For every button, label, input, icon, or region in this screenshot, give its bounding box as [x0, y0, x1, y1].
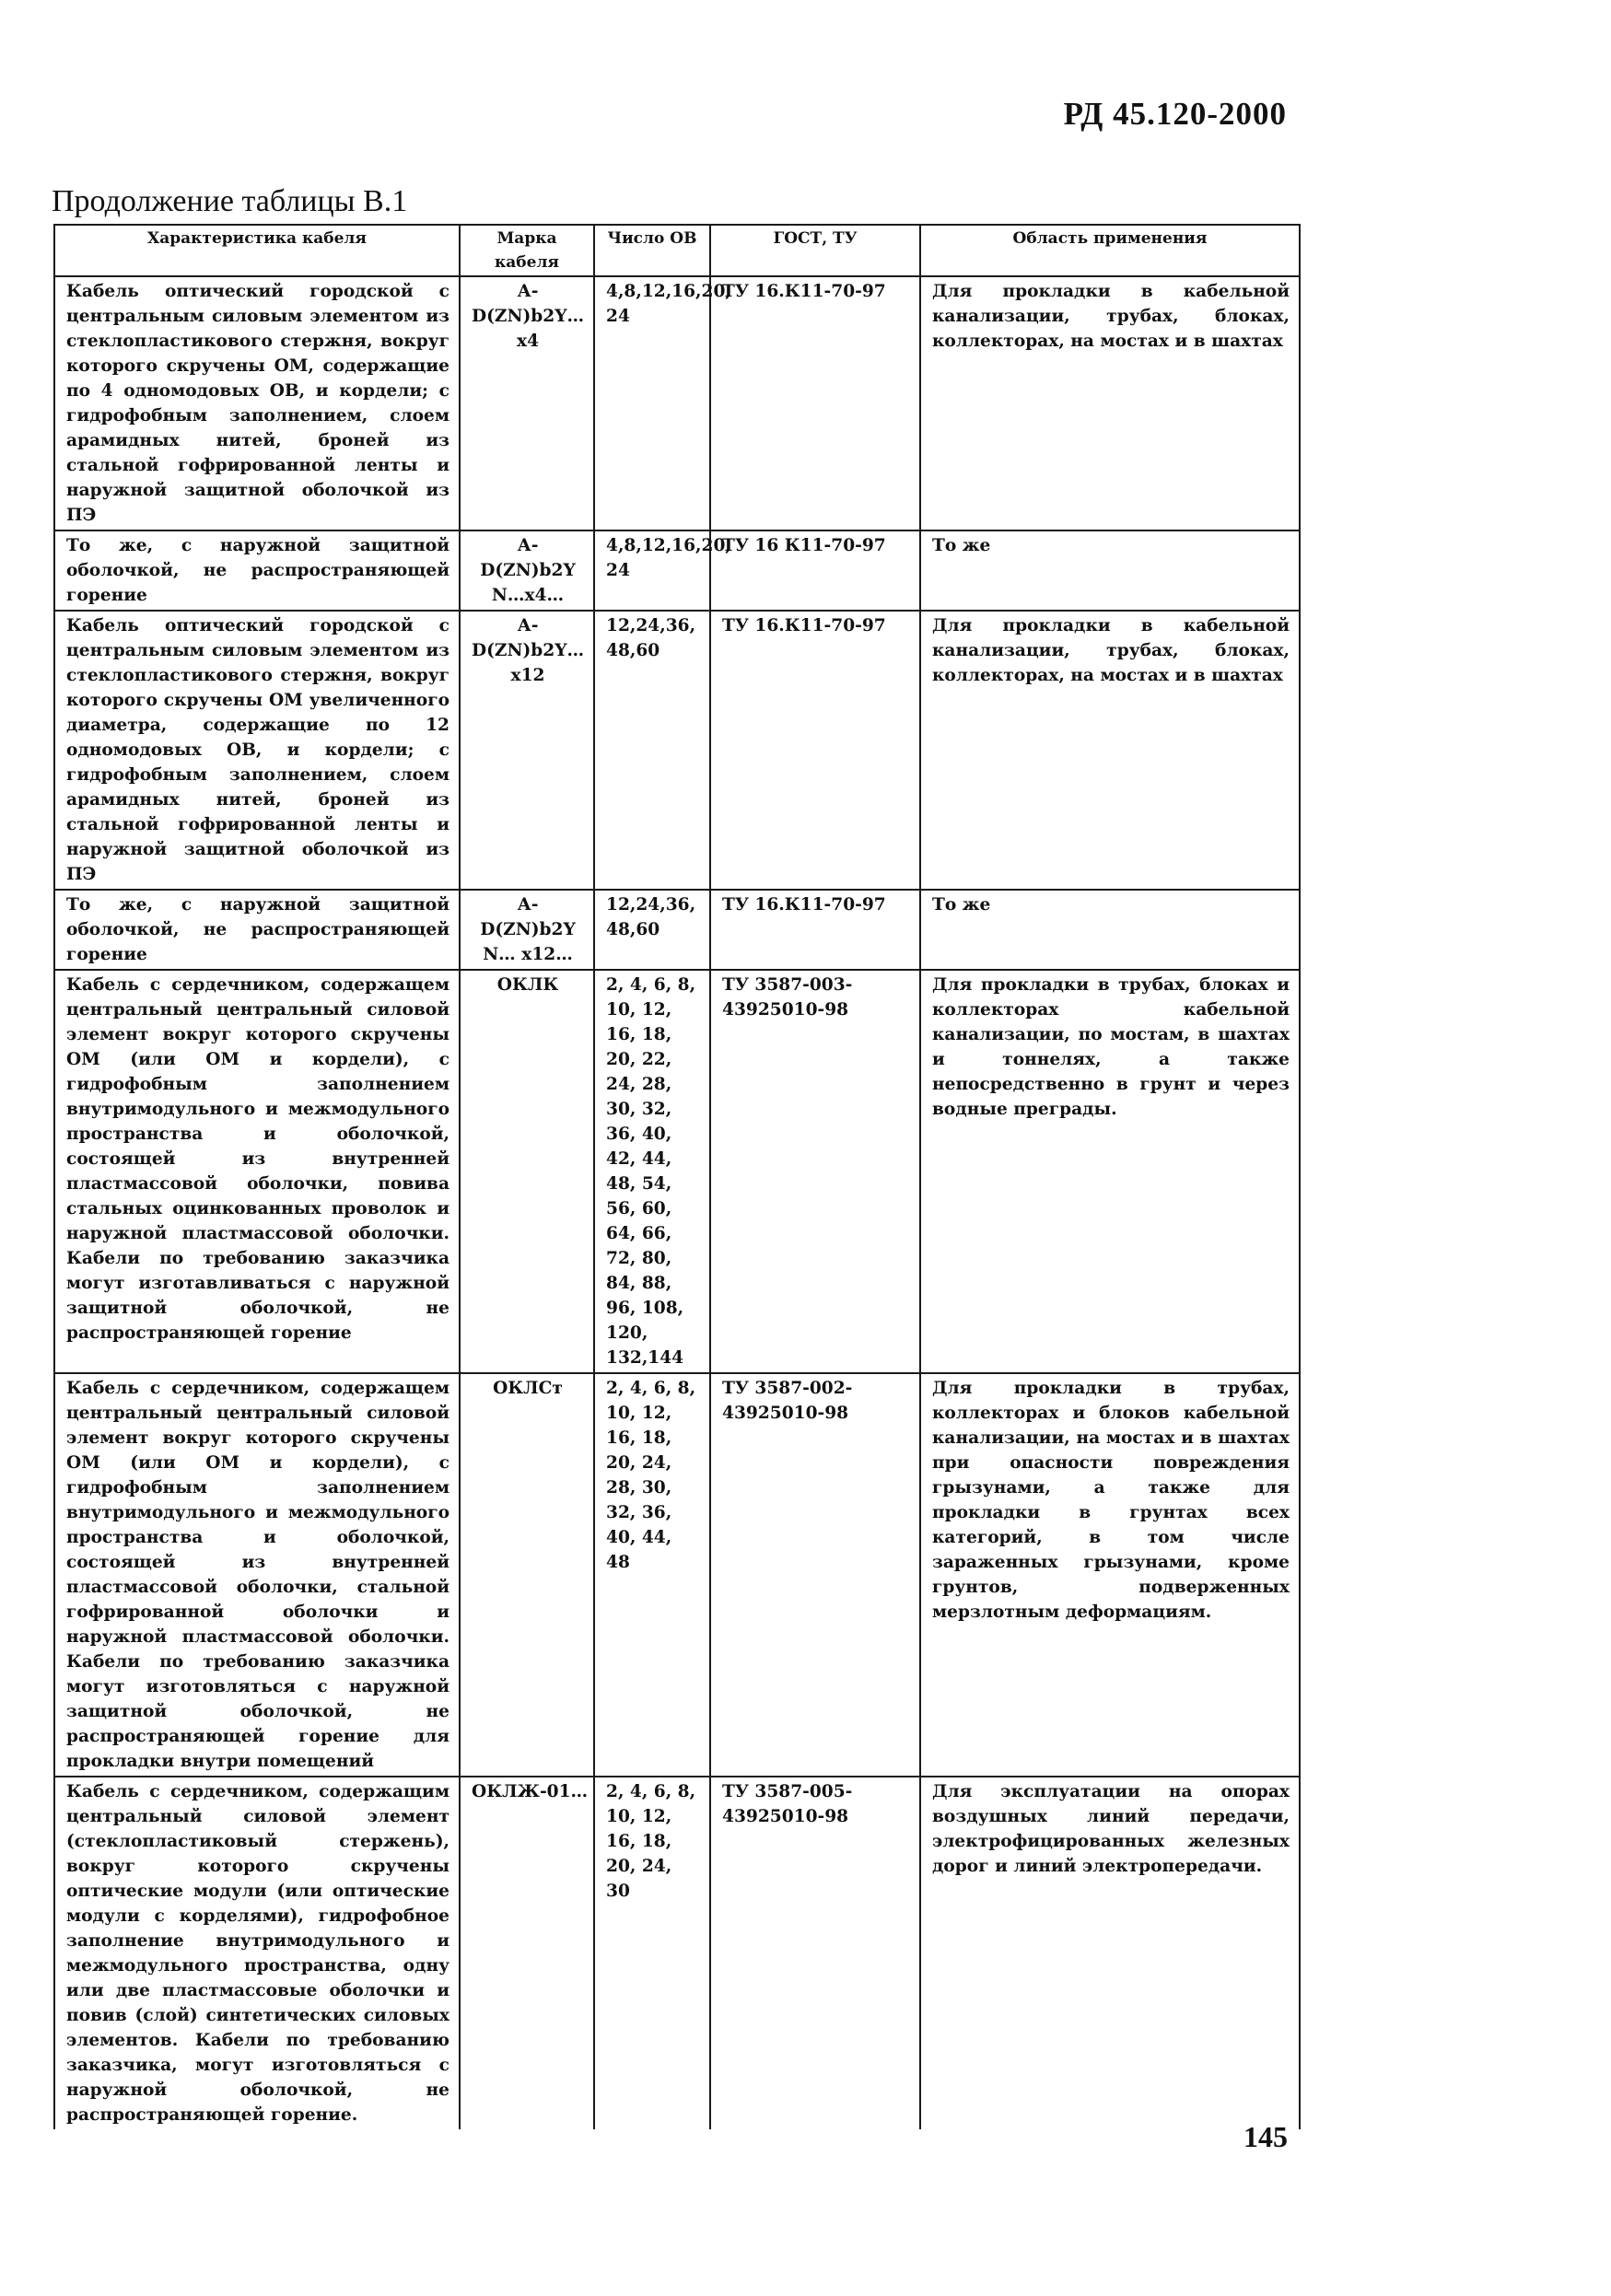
cell-application: Для прокладки в кабельной канализации, трубах, блоках, коллекторах, на мостах и в шахтах: [920, 611, 1300, 890]
cell-fibers: 2, 4, 6, 8, 10, 12, 16, 18, 20, 24, 28, 30, 32, 36, 40, 44, 48: [594, 1373, 710, 1777]
cell-mark: ОКЛЖ-01…: [460, 1777, 594, 2129]
cell-fibers: 4,8,12,16,20, 24: [594, 276, 710, 530]
cell-application: Для прокладки в трубах, блоках и коллекторах кабельной канализации, по мостам, в шахтах и тоннелях, а также непосредственно в грунт и через водные преграды.: [920, 970, 1300, 1373]
cell-standard: ТУ 16.К11-70-97: [710, 890, 920, 970]
cell-characteristic: Кабель с сердечником, содержащим центральный силовой элемент (стеклопластиковый стержень), вокруг которого скручены оптические модули (или оптические модули с корделями), гидрофобное заполнение внутримодульного и межмодульного пространства, одну или две пластмассовые оболочки и повив (слой) синтетических силовых элементов. Кабели по требованию заказчика, могут изготовляться с наружной оболочкой, не распространяющей горение.: [54, 1777, 460, 2129]
table-row: [54, 890, 1300, 970]
table-row: [54, 1777, 1300, 2129]
table-row: [54, 1373, 1300, 1777]
table-row: [54, 530, 1300, 611]
cell-application: То же: [920, 890, 1300, 970]
table-row: [54, 611, 1300, 890]
cell-mark: А-D(ZN)b2Y N…х4…: [460, 530, 594, 611]
cell-application: Для эксплуатации на опорах воздушных линий передачи, электрофицированных железных дорог и линий электропередачи.: [920, 1777, 1300, 2129]
cell-characteristic: То же, с наружной защитной оболочкой, не распространяющей горение: [54, 890, 460, 970]
cell-mark: А-D(ZN)b2Y…х12: [460, 611, 594, 890]
cell-characteristic: Кабель оптический городской с центральным силовым элементом из стеклопластикового стержня, вокруг которого скручены ОМ, содержащие по 4 одномодовых ОВ, и кордели; с гидрофобным заполнением, слоем арамидных нитей, броней из стальной гофрированной ленты и наружной защитной оболочкой из ПЭ: [54, 276, 460, 530]
document-code: РД 45.120-2000: [1063, 96, 1287, 132]
cell-standard: ТУ 3587-003-43925010-98: [710, 970, 920, 1373]
column-header-standard: ГОСТ, ТУ: [710, 225, 920, 276]
table-row: [54, 970, 1300, 1373]
cell-fibers: 2, 4, 6, 8, 10, 12, 16, 18, 20, 24, 30: [594, 1777, 710, 2129]
cell-characteristic: Кабель с сердечником, содержащем центральный центральный силовой элемент вокруг которого скручены ОМ (или ОМ и кордели), с гидрофобным заполнением внутримодульного и межмодульного пространства и оболочкой, состоящей из внутренней пластмассовой оболочки, стальной гофрированной оболочки и наружной пластмассовой оболочки. Кабели по требованию заказчика могут изготовляться с наружной защитной оболочкой, не распространяющей горение для прокладки внутри помещений: [54, 1373, 460, 1777]
table-header-row: [54, 225, 1300, 276]
cell-characteristic: Кабель оптический городской с центральным силовым элементом из стеклопластикового стержня, вокруг которого скручены ОМ увеличенного диаметра, содержащие по 12 одномодовых ОВ, и кордели; с гидрофобным заполнением, слоем арамидных нитей, броней из стальной гофрированной ленты и наружной защитной оболочкой из ПЭ: [54, 611, 460, 890]
page-number: 145: [1243, 2120, 1288, 2153]
cell-standard: ТУ 16.К11-70-97: [710, 276, 920, 530]
column-header-application: Область применения: [920, 225, 1300, 276]
cell-mark: А-D(ZN)b2Y…х4: [460, 276, 594, 530]
cell-fibers: 4,8,12,16,20, 24: [594, 530, 710, 611]
cell-application: То же: [920, 530, 1300, 611]
cell-application: Для прокладки в кабельной канализации, трубах, блоках, коллекторах, на мостах и в шахтах: [920, 276, 1300, 530]
table-row: [54, 276, 1300, 530]
cell-standard: ТУ 3587-005-43925010-98: [710, 1777, 920, 2129]
cell-fibers: 12,24,36, 48,60: [594, 890, 710, 970]
cable-table: [53, 224, 1301, 2129]
cell-mark: ОКЛСт: [460, 1373, 594, 1777]
cell-mark: А-D(ZN)b2Y N… х12…: [460, 890, 594, 970]
cell-application: Для прокладки в трубах, коллекторах и блоков кабельной канализации, на мостах и в шахтах при опасности повреждения грызунами, а также для прокладки в грунтах всех категорий, в том числе зараженных грызунами, кроме грунтов, подверженных мерзлотным деформациям.: [920, 1373, 1300, 1777]
cell-characteristic: Кабель с сердечником, содержащем центральный центральный силовой элемент вокруг которого скручены ОМ (или ОМ и кордели), с гидрофобным заполнением внутримодульного и межмодульного пространства и оболочкой, состоящей из внутренней пластмассовой оболочки, повива стальных оцинкованных проволок и наружной пластмассовой оболочки. Кабели по требованию заказчика могут изготавливаться с наружной защитной оболочкой, не распространяющей горение: [54, 970, 460, 1373]
cell-standard: ТУ 16 К11-70-97: [710, 530, 920, 611]
cell-standard: ТУ 3587-002-43925010-98: [710, 1373, 920, 1777]
column-header-fibers: Число ОВ: [594, 225, 710, 276]
cell-fibers: 2, 4, 6, 8, 10, 12, 16, 18, 20, 22, 24, 28, 30, 32, 36, 40, 42, 44, 48, 54, 56, 60, 64, 66, 72, 80, 84, 88, 96, 108, 120, 132,144: [594, 970, 710, 1373]
cell-characteristic: То же, с наружной защитной оболочкой, не распространяющей горение: [54, 530, 460, 611]
cell-fibers: 12,24,36, 48,60: [594, 611, 710, 890]
column-header-characteristic: Характеристика кабеля: [54, 225, 460, 276]
column-header-mark: Марка кабеля: [460, 225, 594, 276]
cell-standard: ТУ 16.К11-70-97: [710, 611, 920, 890]
cell-mark: ОКЛК: [460, 970, 594, 1373]
table-caption: Продолжение таблицы В.1: [52, 184, 408, 218]
